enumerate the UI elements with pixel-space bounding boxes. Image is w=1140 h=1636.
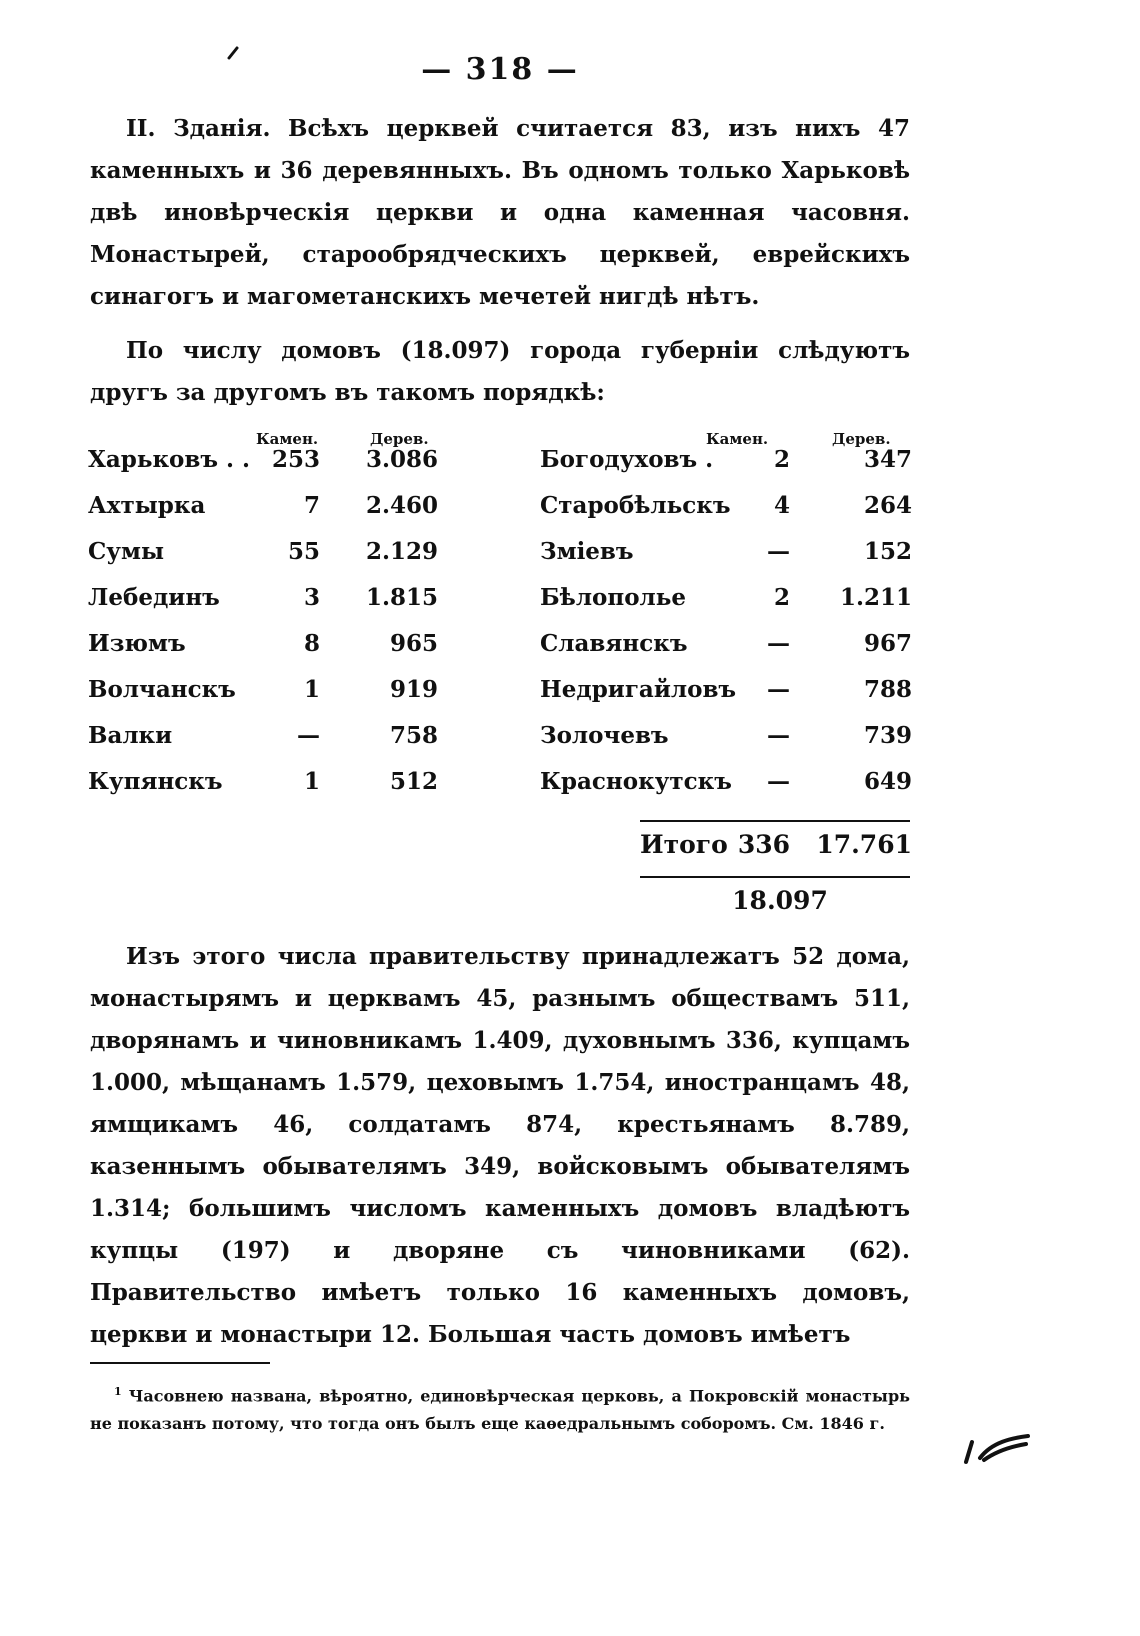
town-name: Изюмъ [88,630,186,657]
ink-speck-top [226,46,240,60]
table-row [0,768,1140,808]
stone-count: 253 [271,446,320,473]
stone-count: — [767,538,790,565]
stone-count: 7 [303,492,320,519]
stone-count: — [767,676,790,703]
col-header-wood-right: Дерев. [832,430,891,448]
footnote-text: Часовнею названа, вѣроятно, единовѣрческая церковь, а Покровскій монастырь не показанъ потому, что тогда онъ былъ еще каѳедральнымъ соборомъ. См. 1846 г. [90,1386,910,1434]
table-row [0,538,1140,578]
table-row [0,630,1140,670]
stone-count: 55 [287,538,320,565]
stone-count: — [297,722,320,749]
town-name: Золочевъ [540,722,669,749]
stone-count: 4 [773,492,790,519]
col-header-wood-left: Дерев. [370,430,429,448]
town-name: Сумы [88,538,165,565]
ink-smudge-bottom [962,1432,1032,1468]
total-rule-bottom [640,876,910,878]
wood-count: 967 [863,630,912,657]
paragraph-house-order: По числу домовъ (18.097) города губерніи слѣдуютъ другъ за другомъ въ такомъ порядкѣ: [90,337,910,406]
stone-count: 2 [773,446,790,473]
town-name: Валки [88,722,173,749]
wood-count: 347 [863,446,912,473]
wood-count: 3.086 [365,446,438,473]
table-row [0,676,1140,716]
stone-count: — [767,722,790,749]
footnote-rule [90,1362,270,1364]
wood-count: 264 [863,492,912,519]
stone-count: 2 [773,584,790,611]
table-row [0,446,1140,486]
stone-count: 3 [303,584,320,611]
footnote [90,1378,910,1438]
wood-count: 1.211 [839,584,912,611]
town-name: Ахтырка [88,492,206,519]
stone-count: 1 [303,768,320,795]
wood-count: 152 [863,538,912,565]
wood-count: 739 [863,722,912,749]
town-name: Харьковъ . . [88,446,251,473]
wood-count: 965 [389,630,438,657]
town-name: Змiевъ [540,538,634,565]
wood-count: 649 [863,768,912,795]
page-number: — 318 — [421,52,579,87]
wood-count: 2.129 [365,538,438,565]
town-name: Славянскъ [540,630,688,657]
stone-count: — [767,768,790,795]
table-row [0,492,1140,532]
stone-count: — [767,630,790,657]
town-name: Купянскъ [88,768,223,795]
town-name: Старобѣльскъ [540,492,731,519]
wood-count: 758 [389,722,438,749]
wood-count: 919 [389,676,438,703]
total-stone: 336 [737,830,790,859]
town-name: Богодуховъ . [540,446,714,473]
town-name: Бѣлополье [540,584,687,611]
wood-count: 1.815 [365,584,438,611]
stone-count: 1 [303,676,320,703]
town-name: Лебединъ [88,584,220,611]
wood-count: 788 [863,676,912,703]
grand-total: 18.097 [732,886,828,915]
wood-count: 512 [389,768,438,795]
total-wood: 17.761 [816,830,912,859]
total-rule-top [640,820,910,822]
col-header-stone-right: Камен. [706,430,769,448]
paragraph-ownership: Изъ этого числа правительству принадлежатъ 52 дома, монастырямъ и церквамъ 45, разнымъ обществамъ 511, дворянамъ и чиновникамъ 1.409, духовнымъ 336, купцамъ 1.000, мѣщанамъ 1.579, цеховымъ 1.754, иностранцамъ 48, ямщикамъ 46, солдатамъ 874, крестьянамъ 8.789, казеннымъ обывателямъ 349, войсковымъ обывателямъ 1.314; большимъ числомъ каменныхъ домовъ владѣютъ купцы (197) и дворяне съ чиновниками (62). Правительство имѣетъ только 16 каменныхъ домовъ, церкви и монастыри 12. Большая часть домовъ имѣетъ [90,943,910,1348]
paragraph-buildings: II. Зданія. Всѣхъ церквей считается 83, изъ нихъ 47 каменныхъ и 36 деревянныхъ. Въ одномъ только Харьковѣ двѣ иновѣрческія церкви и одна каменная часовня. Монастырей, старообрядческихъ церквей, еврейскихъ синагогъ и магометанскихъ мечетей нигдѣ нѣтъ. [90,115,910,310]
table-row [0,584,1140,624]
col-header-stone-left: Камен. [256,430,319,448]
wood-count: 2.460 [365,492,438,519]
town-name: Краснокутскъ [540,768,732,795]
town-name: Волчанскъ [88,676,236,703]
footnote-marker: 1 [114,1385,122,1398]
table-row [0,722,1140,762]
total-label: Итого [640,830,728,859]
stone-count: 8 [303,630,320,657]
town-name: Недригайловъ [540,676,737,703]
